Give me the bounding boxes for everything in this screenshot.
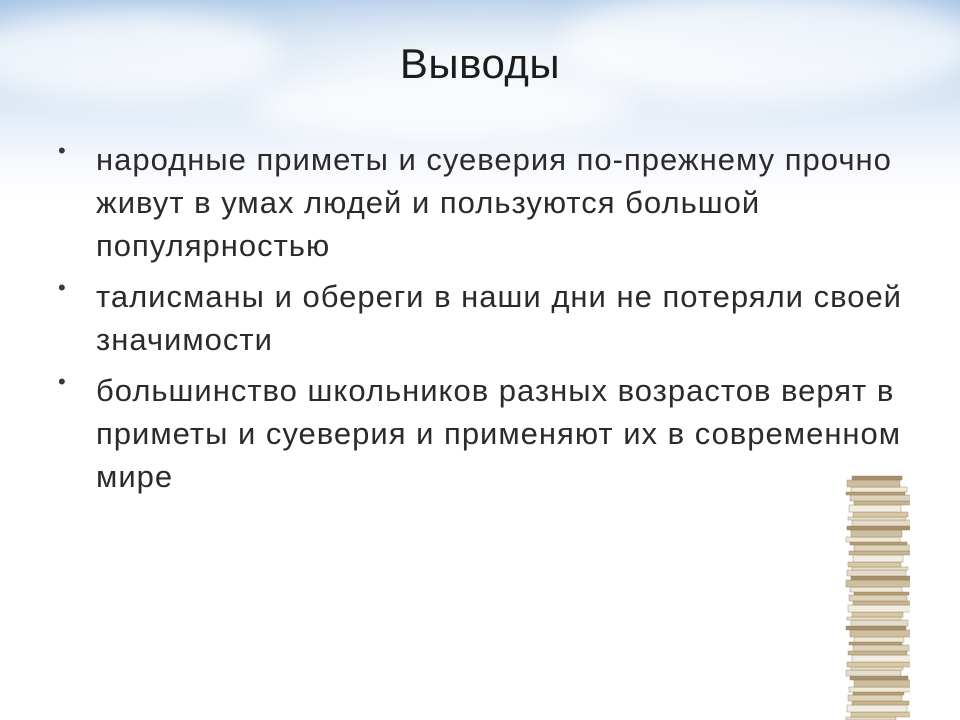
book-spine — [848, 605, 910, 612]
bullet-item — [58, 138, 908, 267]
book-spine — [852, 476, 902, 480]
book-spine — [850, 587, 902, 592]
book-spine — [852, 520, 910, 526]
book-spine — [847, 570, 906, 576]
book-spine — [850, 630, 910, 637]
book-spine — [849, 551, 910, 555]
book-spine — [848, 562, 901, 567]
book-spine — [851, 712, 910, 717]
book-spine — [849, 642, 902, 645]
bullet-marker: • — [58, 275, 66, 300]
book-spine — [853, 645, 909, 651]
book-spine — [847, 705, 907, 712]
book-spine — [851, 620, 908, 626]
book-spine — [849, 505, 901, 512]
bullet-marker: • — [58, 138, 66, 163]
book-spine — [846, 580, 910, 587]
book-spine — [854, 501, 910, 505]
book-spine — [850, 676, 908, 680]
slide-title: Выводы — [399, 40, 561, 87]
book-spine — [853, 555, 903, 562]
bullet-list — [58, 138, 908, 506]
book-spine — [847, 526, 910, 530]
book-spine — [850, 495, 910, 501]
book-spine — [851, 530, 902, 537]
book-spine — [847, 662, 910, 667]
book-spine — [846, 626, 906, 630]
bullet-text: народные приметы и суеверия по-прежнему прочно живут в умах людей и пользуются большой популярностью — [96, 142, 892, 263]
book-spine — [854, 680, 910, 687]
book-spine — [848, 651, 907, 655]
book-stack-image — [838, 472, 910, 720]
book-spine — [854, 637, 904, 642]
book-spine — [852, 567, 908, 570]
bullet-item — [58, 275, 908, 361]
book-spine — [849, 687, 910, 692]
book-spine — [849, 595, 907, 601]
book-spine — [852, 612, 903, 617]
book-spine — [850, 542, 907, 545]
book-spine — [846, 492, 905, 495]
bullet-item — [58, 369, 908, 498]
book-spine — [854, 545, 910, 551]
bullet-text: большинство школьников разных возрастов верят в приметы и суеверия и применяют их в современном мире — [96, 373, 902, 494]
book-spine — [853, 692, 904, 695]
bullet-text: талисманы и обереги в наши дни не потеряли своей значимости — [96, 279, 903, 357]
book-spine — [851, 576, 910, 580]
book-spine — [853, 601, 910, 605]
book-spine — [853, 512, 908, 517]
book-spine — [847, 480, 900, 487]
bullet-marker: • — [58, 369, 66, 394]
book-spine — [848, 695, 902, 701]
book-spine — [852, 701, 909, 705]
book-spine — [846, 537, 900, 542]
book-spine — [846, 670, 901, 676]
book-spine — [851, 667, 903, 670]
book-spine — [847, 617, 901, 620]
book-spine — [848, 517, 906, 520]
book-spine — [852, 655, 910, 662]
book-spine — [851, 487, 907, 492]
book-spine — [854, 592, 909, 595]
